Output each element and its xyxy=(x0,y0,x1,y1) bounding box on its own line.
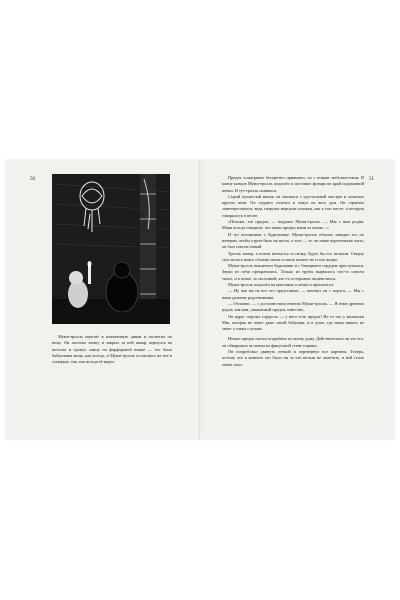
paragraph: Муми-тролль перелёг в плавленную диван и посветил по нему. Он погасил лампу и закрыл за ней шкаф, вернулся на потолке и тронул лампу на фарфоровой ножке — это была бабушкина вещь, как всегда, и Муми-тролль посмотрел на неё в сумерках, так, как всегда её видел. xyxy=(52,334,172,365)
paragraph: «Похоже, это предок, — подумал Муми-тролль. — Мы с ним родня. Мама всегда говорила, что наши предки жили за печью...» xyxy=(222,219,364,231)
book-gutter xyxy=(199,160,201,439)
paragraph: Он попробовал двинуть печкой и перевернул все картины. Теперь, потому что в комнате это было ни за что нельзя не заметить, в ней стало очень тихо. xyxy=(222,349,364,367)
paragraph: Он вдруг ощутил гордость — у него есть предок! Не то что у малышки Мю, которая не знает даже своей бабушки, и в доме, где мама ничего не знает о таких случаях. xyxy=(222,313,364,332)
right-page-number: 51 xyxy=(369,177,374,182)
paragraph: Муми-тролль подошёл на цыпочках к печке и прошептал: xyxy=(228,282,335,288)
right-page-text xyxy=(222,175,364,368)
paragraph: Ночью предок сказал огорчённо по всему дому. Действительно ли это его, он обнаружил за окном на фикусовой стене горшки. xyxy=(222,336,364,348)
left-page-text xyxy=(52,334,172,365)
paragraph: Серый пушистый мячик он свалился с хрустальной люстры и заскочил кругом печи. Он сердито глотнул и ахнул на весь дом. Он страшно заинтересовался, ведь снаружи мерцали огоньки, как в том месте, о котором говорилось в песне. xyxy=(222,193,364,218)
book-spread xyxy=(6,160,394,439)
scratchboard-illustration xyxy=(52,174,170,324)
left-page-number: 50 xyxy=(30,177,35,182)
paragraph: — Отлично, — с достоинством ответил Муми-тролль. — Я знаю древних родов, как вам, уважаемый предок, известно. xyxy=(222,300,364,313)
paragraph: Тролль замер, а потом метнулся за печку, будто бы его позвали. Сверху спустилось новое облачко пыли и опять ничего не стало видно. xyxy=(222,250,364,262)
paragraph: Предок осматривал бесцветно привычно, но с новым любопытством. В конце концов Муми-тролль подошёл и поставил фонарь на край подоконной печки. И тут тролль появился. xyxy=(222,175,364,193)
paragraph: Муми-тролль выключил будильник и с бьющимся сердцем прислушался. Звуки из печи прекратились. Только из трубы вырвалось что-то совсем тихое, и в печке, за заслонкой, кто-то осторожно зашевелился. xyxy=(222,263,364,281)
paragraph: И тут вспомнили о будильнике. Муми-тролль обычно заводил его по вечерам, чтобы утром быть на ногах, а этот — то ли такие коротенькие часы, он был совсем новый. xyxy=(222,231,364,250)
paragraph: — Ну как вы на вот это представьте, — шепнул он с порога, — Мы с вами дальние родственники. xyxy=(222,288,364,300)
